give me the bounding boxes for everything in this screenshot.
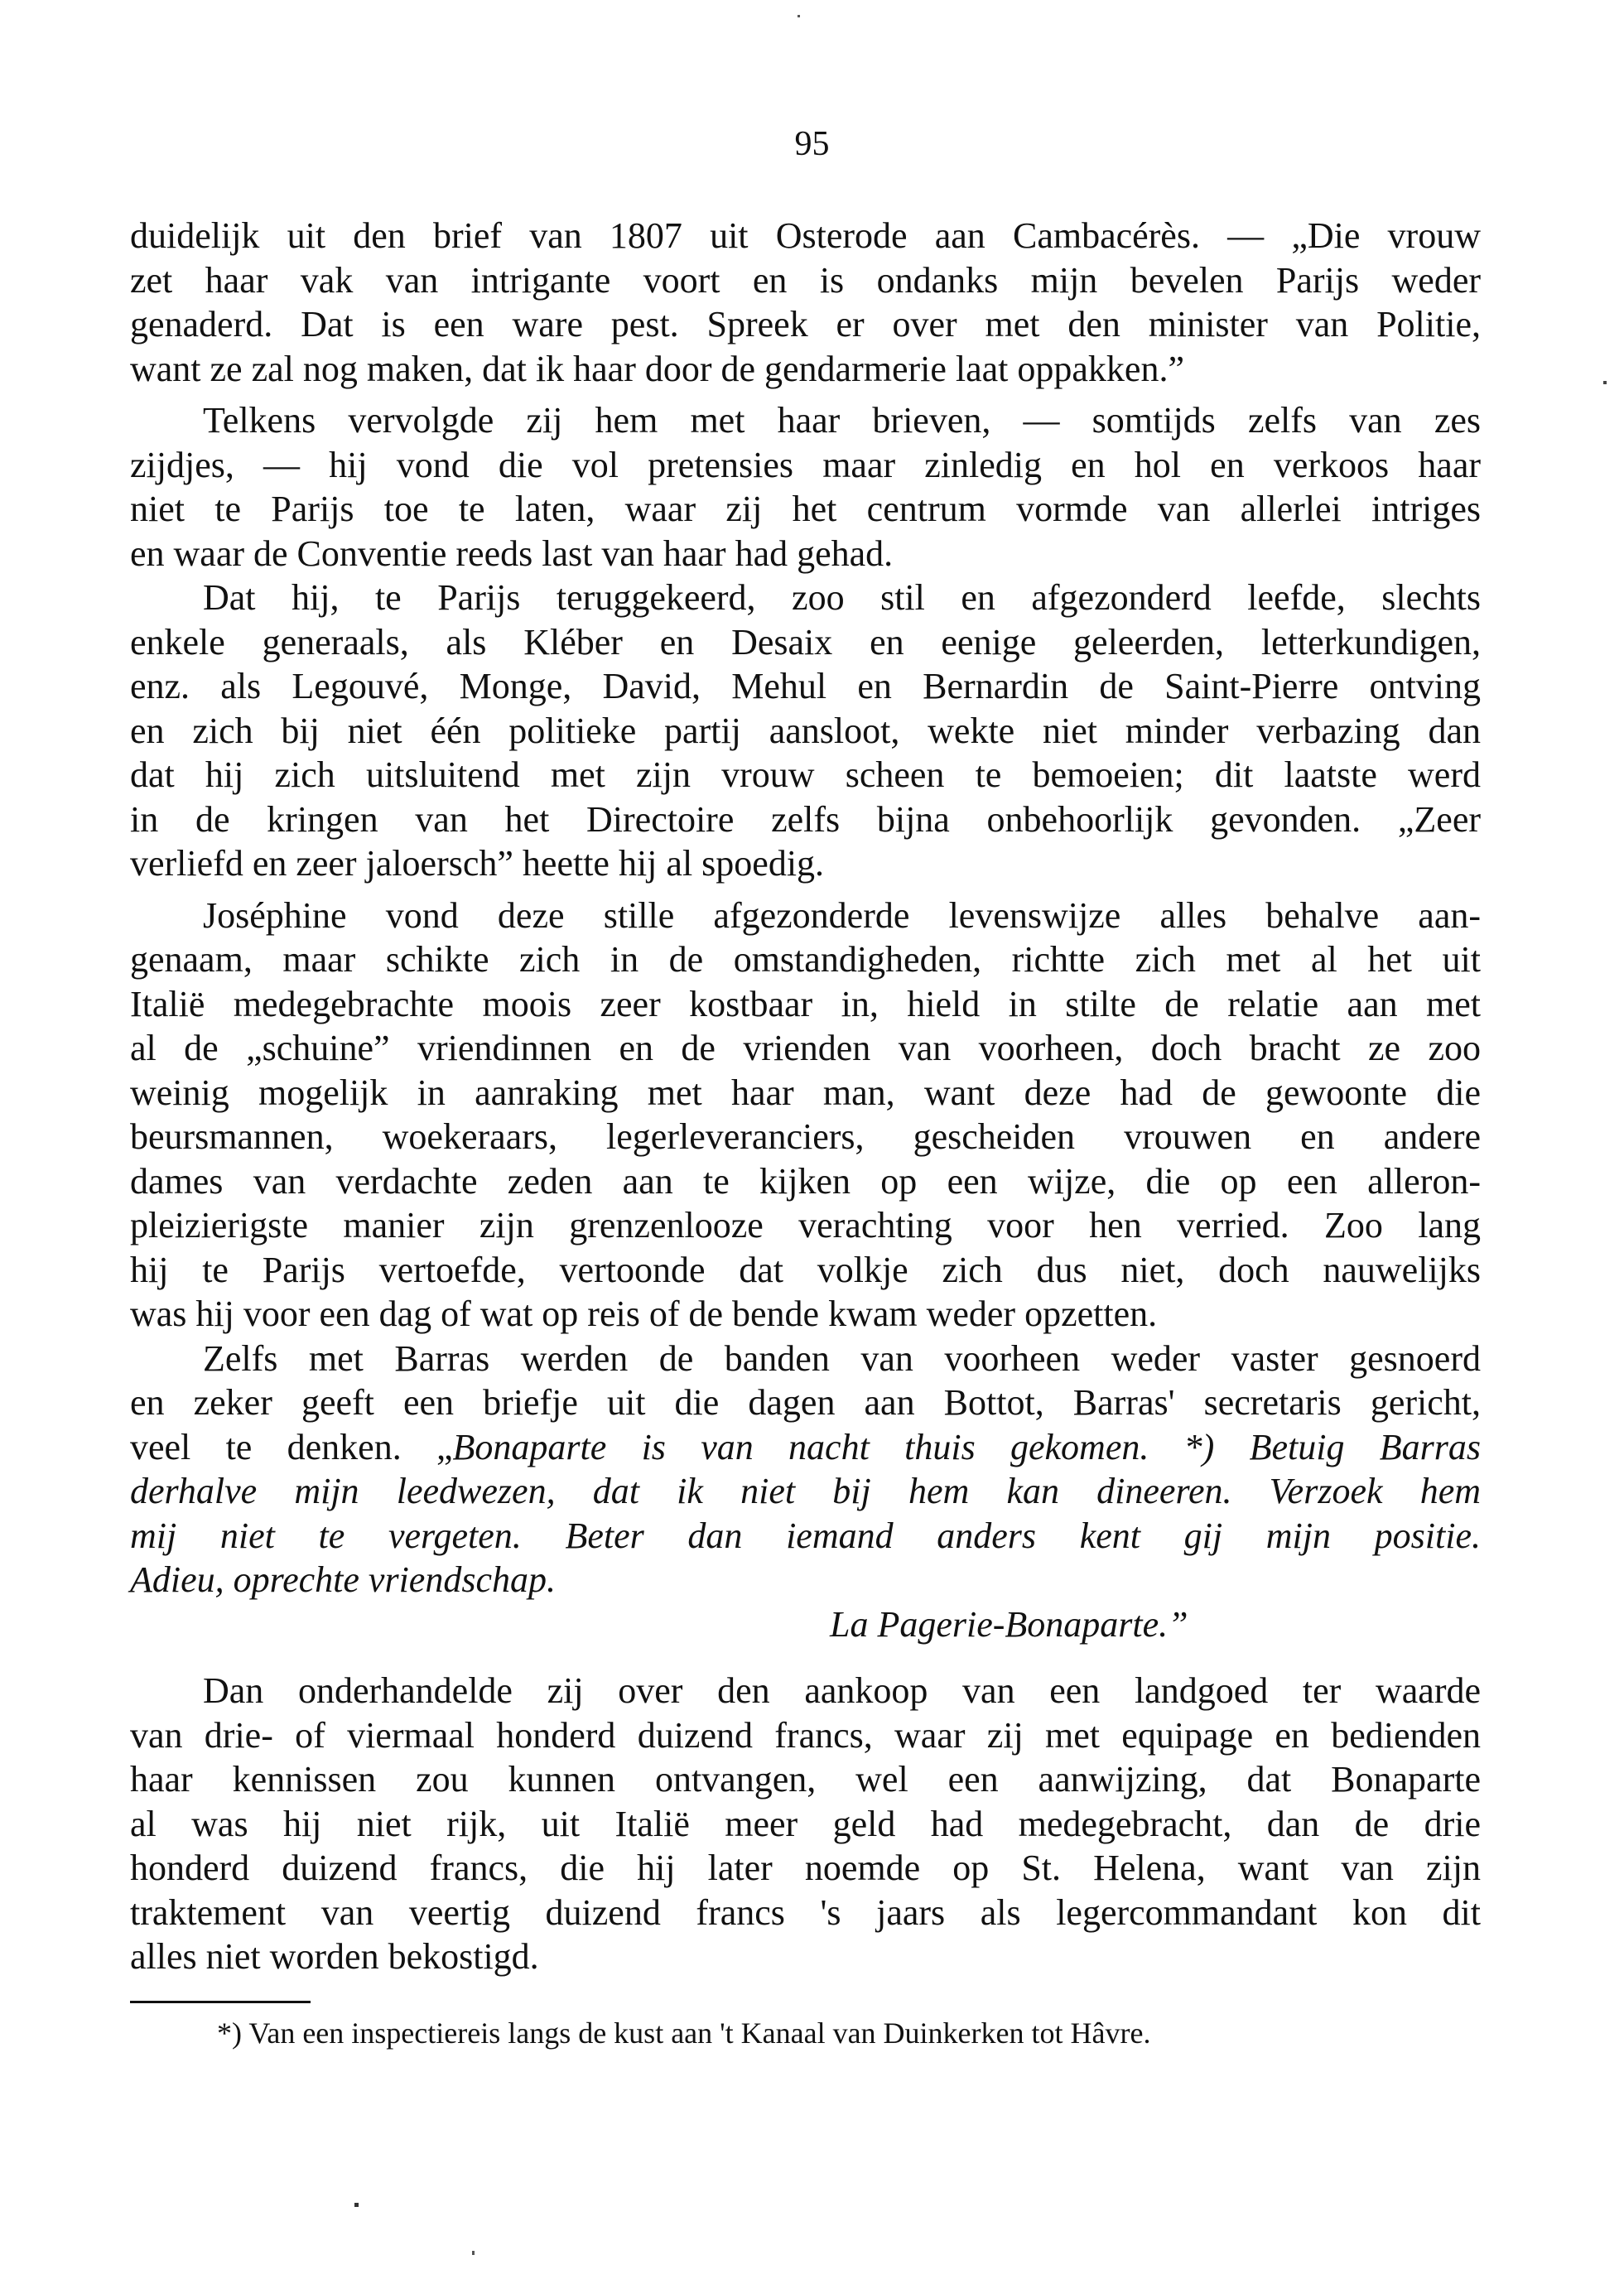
- text-segment: haar kennissen zou kunnen ontvangen, wel een aanwijzing, dat Bonaparte: [130, 1759, 1481, 1800]
- italic-quote-text: derhalve mijn leedwezen, dat ik niet bij hem kan dineeren. Verzoek hem: [130, 1471, 1481, 1511]
- text-segment: verliefd en zeer jaloersch” heette hij al spoedig.: [130, 843, 825, 884]
- letter-signature: La Pagerie-Bonaparte.”: [830, 1603, 1188, 1645]
- text-line: [130, 1203, 1481, 1248]
- text-segment: Dan onderhandelde zij over den aankoop van een landgoed ter waarde: [203, 1670, 1481, 1711]
- footnote-divider: [130, 2001, 311, 2003]
- text-segment: genaam, maar schikte zich in de omstandigheden, richtte zich met al het uit: [130, 939, 1481, 980]
- text-segment: Zelfs met Barras werden de banden van voorheen weder vaster gesnoerd: [203, 1337, 1481, 1379]
- text-segment: al de „schuine” vriendinnen en de vrienden van voorheen, doch bracht ze zoo: [130, 1028, 1481, 1068]
- italic-quote-text: mij niet te vergeten. Beter dan iemand anders kent gij mijn positie.: [130, 1515, 1481, 1556]
- text-segment: Dat hij, te Parijs teruggekeerd, zoo stil en afgezonderd leefde, slechts: [203, 577, 1481, 618]
- text-segment: honderd duizend francs, die hij later noemde op St. Helena, want van zijn: [130, 1848, 1481, 1888]
- paragraph: [130, 1669, 1481, 1979]
- text-line: [130, 576, 1481, 620]
- text-line: [130, 894, 1481, 938]
- text-segment: dames van verdachte zeden aan te kijken op een wijze, die op een alleron-: [130, 1160, 1481, 1202]
- text-line: [130, 841, 1481, 886]
- paragraph: [130, 894, 1481, 1337]
- scan-speck: [1603, 381, 1607, 384]
- text-segment: pleizierigste manier zijn grenzenlooze verachting voor hen verried. Zoo lang: [130, 1205, 1481, 1246]
- paragraph: [130, 576, 1481, 886]
- text-line: [130, 664, 1481, 709]
- text-segment: niet te Parijs toe te laten, waar zij het centrum vormde van allerlei intriges: [130, 489, 1481, 529]
- text-line: [130, 1846, 1481, 1891]
- text-line: [130, 347, 1481, 392]
- text-line: [130, 1558, 1481, 1602]
- text-segment: en waar de Conventie reeds last van haar had gehad.: [130, 532, 894, 574]
- text-segment: weinig mogelijk in aanraking met haar man, want deze had de gewoonte die: [130, 1072, 1481, 1113]
- text-line: [130, 1934, 1481, 1979]
- scan-speck: [798, 15, 800, 17]
- text-segment: beursmannen, woekeraars, legerleveranciers, gescheiden vrouwen en andere: [130, 1116, 1481, 1157]
- text-segment: zijdjes, — hij vond die vol pretensies maar zinledig en hol en verkoos haar: [130, 444, 1481, 485]
- text-segment: want ze zal nog maken, dat ik haar door de gendarmerie laat oppakken.”: [130, 348, 1184, 389]
- text-line: [130, 532, 1481, 576]
- text-line: [130, 1248, 1481, 1293]
- text-line: [130, 1757, 1481, 1802]
- text-segment: al was hij niet rijk, uit Italië meer geld had medegebracht, dan de drie: [130, 1803, 1481, 1844]
- text-line: [130, 443, 1481, 488]
- text-line: [130, 1159, 1481, 1204]
- text-line: [130, 1380, 1481, 1425]
- text-line: [130, 1026, 1481, 1071]
- text-line: [130, 1802, 1481, 1847]
- text-segment: van drie- of viermaal honderd duizend francs, waar zij met equipage en bedienden: [130, 1714, 1481, 1756]
- text-segment: alles niet worden bekostigd.: [130, 1936, 539, 1977]
- italic-quote-text: Bonaparte is van nacht thuis gekomen. *) Betuig Barras: [452, 1426, 1482, 1467]
- text-line: [130, 1071, 1481, 1115]
- text-segment: traktement van veertig duizend francs 's jaars als legercommandant kon dit: [130, 1891, 1481, 1933]
- text-segment: Italië medegebrachte moois zeer kostbaar in, hield in stilte de relatie aan met: [130, 983, 1481, 1024]
- text-line: [130, 1115, 1481, 1159]
- text-segment: veel te denken. „: [130, 1426, 453, 1467]
- body-text: [130, 214, 1481, 1979]
- text-line: [130, 709, 1481, 754]
- paragraph: [130, 1337, 1481, 1647]
- text-line: [130, 214, 1481, 258]
- text-segment: genaderd. Dat is een ware pest. Spreek er over met den minister van Politie,: [130, 304, 1481, 344]
- text-line: [130, 753, 1481, 797]
- text-line: [130, 1514, 1481, 1559]
- text-line: [130, 937, 1481, 982]
- paragraph: [130, 398, 1481, 576]
- text-line: [130, 620, 1481, 665]
- text-line: [130, 487, 1481, 532]
- text-line: [130, 1337, 1481, 1381]
- text-line: [130, 1292, 1481, 1337]
- text-segment: en zeker geeft een briefje uit die dagen aan Bottot, Barras' secretaris gericht,: [130, 1382, 1481, 1423]
- text-line: [130, 1669, 1481, 1713]
- text-segment: was hij voor een dag of wat op reis of de bende kwam weder opzetten.: [130, 1294, 1158, 1334]
- text-segment: enkele generaals, als Kléber en Desaix en eenige geleerden, letterkundigen,: [130, 621, 1481, 662]
- text-line: [130, 797, 1481, 842]
- text-segment: hij te Parijs vertoefde, vertoonde dat volkje zich dus niet, doch nauwelijks: [130, 1249, 1481, 1290]
- text-line: [130, 1713, 1481, 1758]
- text-segment: en zich bij niet één politieke partij aansloot, wekte niet minder verbazing dan: [130, 710, 1481, 751]
- text-line: [130, 1891, 1481, 1935]
- text-line: [130, 302, 1481, 347]
- text-segment: Joséphine vond deze stille afgezonderde levenswijze alles behalve aan-: [203, 894, 1481, 936]
- page-number: 95: [794, 125, 830, 163]
- paragraph: [130, 214, 1481, 391]
- italic-quote-text: Adieu, oprechte vriendschap.: [130, 1559, 556, 1600]
- text-line: [130, 982, 1481, 1027]
- footnote: *) Van een inspectiereis langs de kust aan 't Kanaal van Duinkerken tot Hâvre.: [217, 2016, 1151, 2050]
- text-segment: enz. als Legouvé, Monge, David, Mehul en Bernardin de Saint-Pierre ontving: [130, 666, 1481, 706]
- text-segment: duidelijk uit den brief van 1807 uit Osterode aan Cambacérès. — „Die vrouw: [130, 215, 1481, 256]
- text-line: [130, 1469, 1481, 1514]
- text-line: [130, 258, 1481, 303]
- text-segment: zet haar vak van intrigante voort en is ondanks mijn bevelen Parijs weder: [130, 259, 1481, 301]
- text-line: [130, 1425, 1481, 1470]
- text-segment: Telkens vervolgde zij hem met haar brieven, — somtijds zelfs van zes: [203, 400, 1481, 441]
- text-line: [130, 398, 1481, 443]
- text-segment: in de kringen van het Directoire zelfs bijna onbehoorlijk gevonden. „Zeer: [130, 798, 1481, 840]
- text-segment: dat hij zich uitsluitend met zijn vrouw scheen te bemoeien; dit laatste werd: [130, 754, 1481, 795]
- scan-speck: [472, 2251, 475, 2255]
- scan-speck: [354, 2203, 359, 2207]
